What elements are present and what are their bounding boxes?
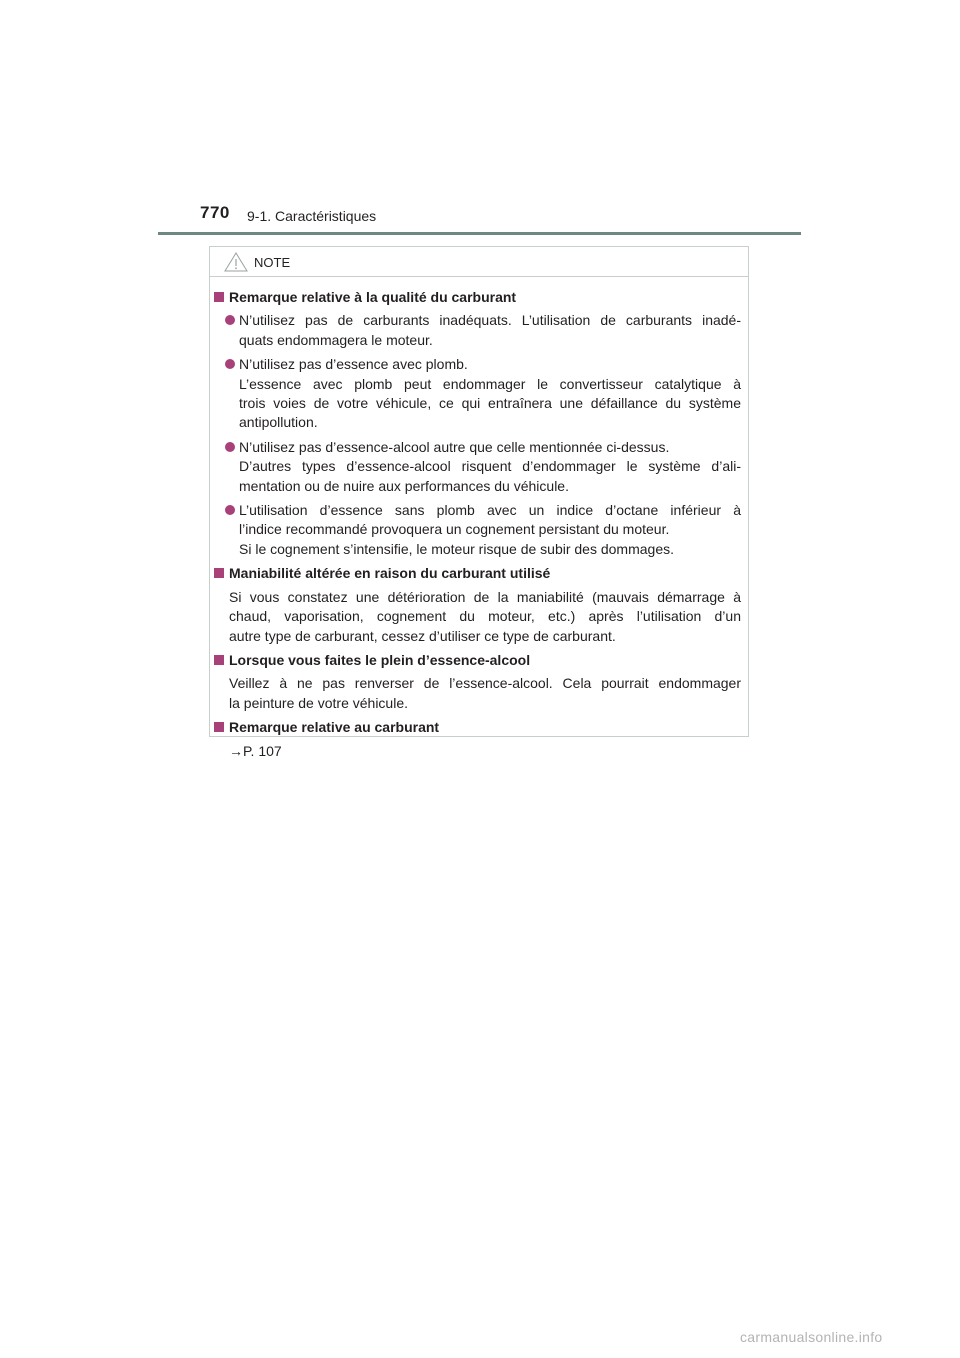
text-line: L’utilisation d’essence sans plomb avec un indice d’octane inférieur à (239, 502, 741, 519)
list-item (210, 501, 748, 559)
section-heading-text: Lorsque vous faites le plein d’essence-alcool (229, 651, 531, 668)
page-reference[interactable] (210, 742, 748, 761)
section-heading-text: Remarque relative au carburant (229, 719, 440, 736)
text-line: chaud, vaporisation, cognement du moteur, etc.) après l’utilisation d’un (229, 608, 741, 625)
section-title: 9-1. Caractéristiques (247, 208, 377, 224)
square-bullet-icon (214, 722, 224, 732)
note-header (210, 247, 748, 277)
paragraph (210, 588, 748, 646)
paragraph (210, 674, 748, 713)
round-bullet-icon (225, 359, 235, 369)
section-heading (210, 564, 748, 583)
text-line: antipollution. (239, 414, 318, 431)
note-body (210, 288, 748, 766)
round-bullet-icon (225, 315, 235, 325)
text-line: Veillez à ne pas renverser de l’essence-alcool. Cela pourrait endommager (229, 675, 741, 692)
watermark-logo: carmanualsonline.info (740, 1329, 883, 1345)
text-line: Si le cognement s’intensifie, le moteur risque de subir des dommages. (239, 540, 674, 557)
round-bullet-icon (225, 442, 235, 452)
square-bullet-icon (214, 568, 224, 578)
round-bullet-icon (225, 505, 235, 515)
text-line: mentation ou de nuire aux performances du véhicule. (239, 477, 569, 494)
section-heading-text: Remarque relative à la qualité du carburant (229, 289, 517, 305)
text-line: l’indice recommandé provoquera un cognement persistant du moteur. (239, 521, 670, 538)
text-line: autre type de carburant, cessez d’utiliser ce type de carburant. (229, 627, 616, 644)
text-line: trois voies de votre véhicule, ce qui entraînera une défaillance du système (239, 395, 741, 412)
text-line: quats endommagera le moteur. (239, 331, 433, 348)
list-item (210, 438, 748, 496)
text-line: N’utilisez pas de carburants inadéquats. L’utilisation de carburants inadé- (239, 312, 741, 329)
text-line: N’utilisez pas d’essence-alcool autre que celle mentionnée ci-dessus. (239, 438, 670, 455)
text-line: la peinture de votre véhicule. (229, 694, 408, 711)
section-heading (210, 651, 748, 670)
section-heading (210, 288, 748, 307)
note-label: NOTE (254, 255, 291, 270)
text-line: L’essence avec plomb peut endommager le convertisseur catalytique à (239, 375, 741, 392)
list-item (210, 355, 748, 433)
section-heading (210, 718, 748, 737)
header-divider (158, 232, 801, 235)
text-line: D’autres types d’essence-alcool risquent d’endommager le système d’ali- (239, 458, 741, 475)
square-bullet-icon (214, 292, 224, 302)
list-item (210, 311, 748, 350)
warning-icon (224, 252, 248, 272)
page-reference-link[interactable]: →P. 107 (229, 742, 282, 759)
note-box (209, 246, 749, 759)
text-line: N’utilisez pas d’essence avec plomb. (239, 356, 468, 373)
square-bullet-icon (214, 655, 224, 665)
page-number: 770 (200, 203, 230, 222)
section-heading-text: Maniabilité altérée en raison du carburant utilisé (229, 565, 551, 582)
text-line: Si vous constatez une détérioration de la maniabilité (mauvais démarrage à (229, 588, 741, 605)
